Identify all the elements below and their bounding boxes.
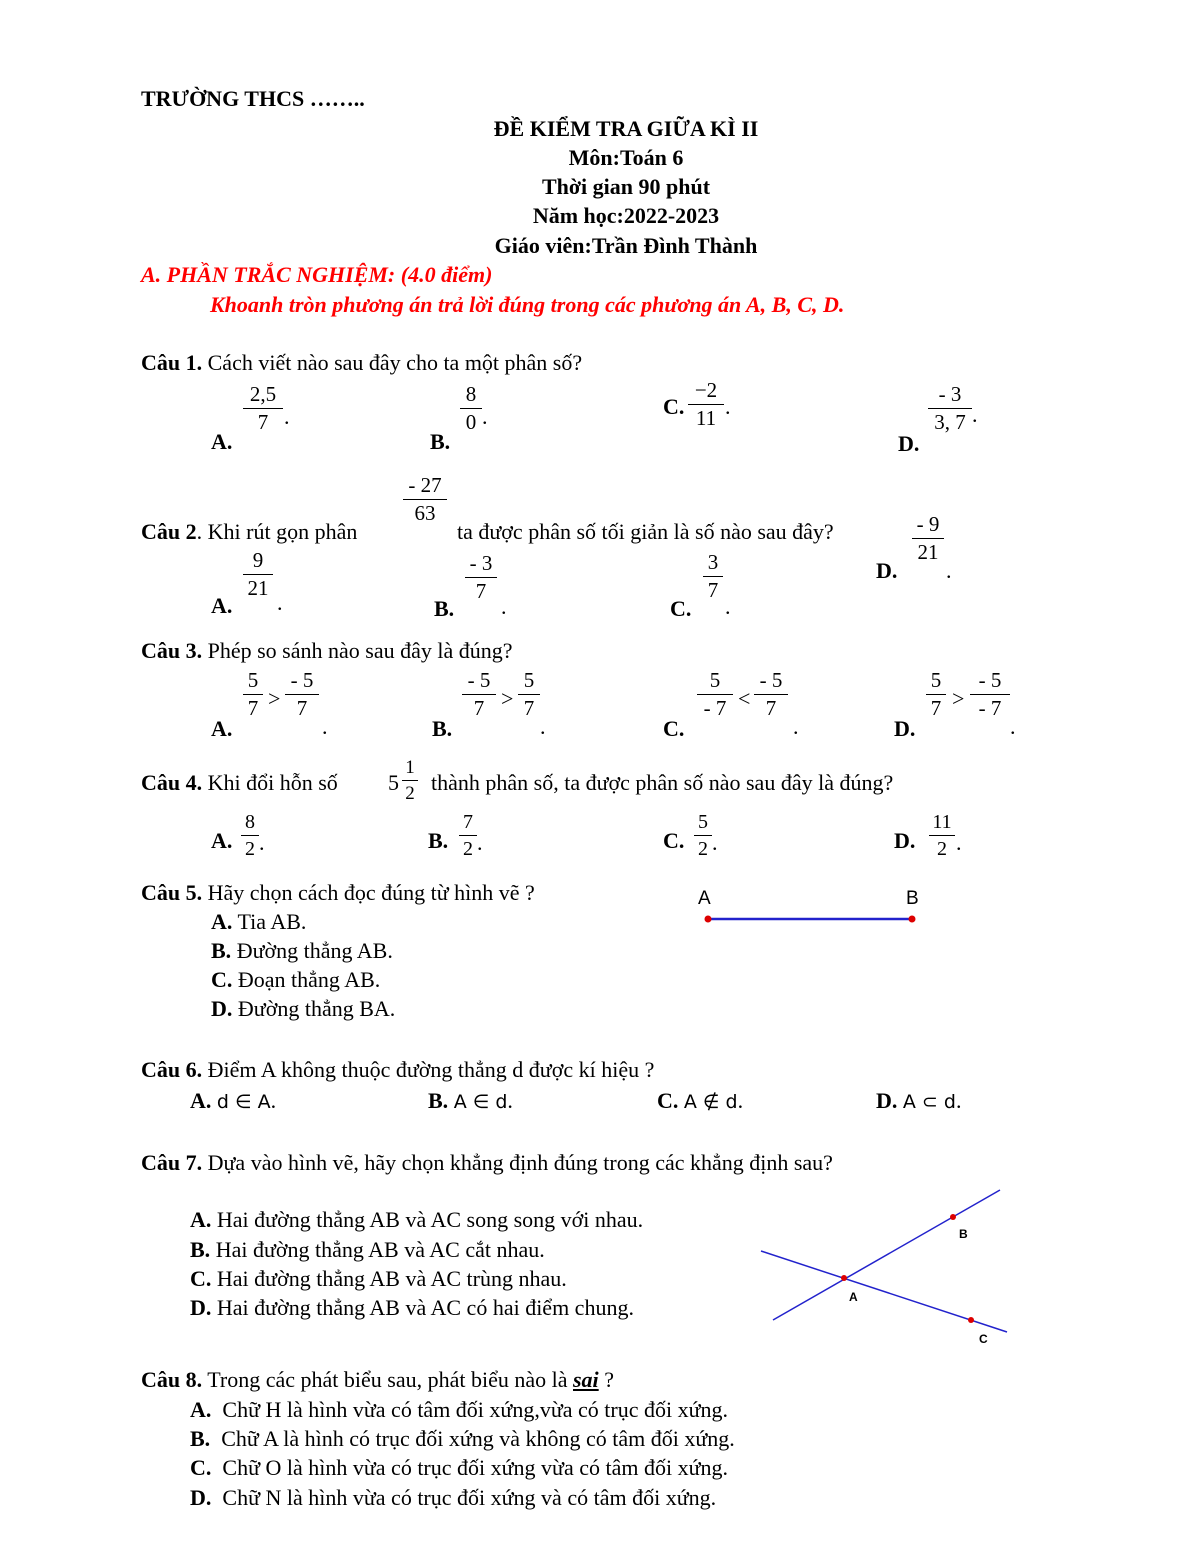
fraction-denominator: 7 bbox=[707, 578, 719, 602]
emphasis-word: sai bbox=[573, 1367, 599, 1392]
option-c[interactable] bbox=[211, 967, 380, 993]
question-6 bbox=[141, 1057, 654, 1083]
fraction-numerator: 5 bbox=[930, 668, 942, 692]
point-b-dot bbox=[950, 1214, 956, 1220]
question-end: ? bbox=[604, 1367, 614, 1392]
punctuation: . bbox=[712, 830, 718, 855]
option-letter: C. bbox=[190, 1455, 212, 1480]
option-letter: B. bbox=[190, 1426, 211, 1451]
punctuation: . bbox=[477, 830, 483, 855]
fraction bbox=[465, 553, 497, 602]
question-label: Câu 2 bbox=[141, 519, 197, 544]
fraction-denominator: 3, 7 bbox=[934, 410, 966, 434]
question-text: ta được phân số tối giản là số nào sau đây? bbox=[457, 519, 834, 544]
fraction-denominator: 2 bbox=[245, 838, 255, 860]
fraction-bar bbox=[462, 694, 496, 695]
option-b[interactable] bbox=[190, 1426, 735, 1452]
punctuation: . bbox=[277, 590, 283, 615]
question-text: Phép so sánh nào sau đây là đúng? bbox=[207, 638, 513, 663]
fraction bbox=[912, 514, 944, 563]
fraction-denominator: 7 bbox=[473, 696, 485, 720]
option-letter: D. bbox=[876, 1088, 898, 1113]
fraction-bar bbox=[703, 576, 723, 577]
fraction-bar bbox=[285, 694, 319, 695]
teacher-name: Giáo viên:Trần Đình Thành bbox=[494, 233, 758, 258]
option-d[interactable] bbox=[876, 1088, 961, 1114]
fraction bbox=[459, 812, 477, 859]
math-expression: A ∉ d bbox=[683, 1091, 738, 1113]
comparison-operator: < bbox=[738, 686, 751, 711]
fraction-bar bbox=[912, 538, 944, 539]
option-a[interactable] bbox=[190, 1088, 276, 1114]
fraction-numerator: 5 bbox=[247, 668, 259, 692]
option-text: Đoạn thẳng AB. bbox=[237, 967, 381, 992]
punctuation: . bbox=[270, 1088, 277, 1113]
fraction bbox=[926, 670, 946, 719]
option-a[interactable] bbox=[190, 1397, 728, 1423]
exam-subject: Môn:Toán 6 bbox=[568, 145, 684, 170]
fraction-denominator: 7 bbox=[296, 696, 308, 720]
question-label: Câu 7. bbox=[141, 1150, 203, 1175]
option-text: Chữ N là hình vừa có trục đối xứng và có tâm đối xứng. bbox=[222, 1485, 717, 1510]
option-letter[interactable]: C. bbox=[663, 828, 685, 853]
option-letter: C. bbox=[657, 1088, 679, 1113]
question-text: Dựa vào hình vẽ, hãy chọn khẳng định đúng trong các khẳng định sau? bbox=[207, 1150, 833, 1175]
option-b[interactable] bbox=[211, 938, 393, 964]
fraction-numerator: 5 bbox=[709, 668, 721, 692]
punctuation: . bbox=[725, 594, 731, 619]
option-letter: C. bbox=[190, 1266, 212, 1291]
option-letter[interactable]: A. bbox=[211, 593, 233, 618]
option-text: Hai đường thẳng AB và AC song song với nhau. bbox=[216, 1207, 644, 1232]
fraction-numerator: - 5 bbox=[290, 668, 314, 692]
punctuation: . bbox=[540, 714, 546, 739]
fraction-bar bbox=[928, 408, 972, 409]
fraction-denominator: 7 bbox=[930, 696, 942, 720]
line-ab bbox=[773, 1190, 1000, 1320]
section-title: A. PHẦN TRẮC NGHIỆM: (4.0 điểm) bbox=[141, 262, 493, 287]
punctuation: . bbox=[259, 830, 265, 855]
option-letter: D. bbox=[190, 1295, 212, 1320]
question-text: Khi đổi hỗn số bbox=[207, 770, 338, 795]
fraction-denominator: 2 bbox=[937, 838, 947, 860]
question-8 bbox=[141, 1367, 614, 1393]
fraction-numerator: −2 bbox=[694, 378, 718, 402]
fraction-bar bbox=[694, 835, 712, 836]
fraction-bar bbox=[402, 780, 418, 781]
option-letter: A. bbox=[190, 1207, 212, 1232]
question-text: Hãy chọn cách đọc đúng từ hình vẽ ? bbox=[207, 880, 535, 905]
fraction-numerator: 1 bbox=[405, 757, 415, 778]
fraction bbox=[402, 758, 418, 803]
question-text: . Khi rút gọn phân bbox=[196, 519, 358, 544]
punctuation: . bbox=[946, 558, 952, 583]
section-instruction: Khoanh tròn phương án trả lời đúng trong các phương án A, B, C, D. bbox=[210, 292, 845, 317]
option-letter[interactable]: B. bbox=[432, 716, 453, 741]
fraction-numerator: 8 bbox=[245, 811, 255, 833]
option-text: Chữ H là hình vừa có tâm đối xứng,vừa có trục đối xứng. bbox=[222, 1397, 729, 1422]
fraction-numerator: 3 bbox=[707, 550, 719, 574]
option-letter[interactable]: B. bbox=[428, 828, 449, 853]
punctuation: . bbox=[507, 1088, 513, 1113]
option-text: Hai đường thẳng AB và AC cắt nhau. bbox=[215, 1237, 545, 1262]
fraction bbox=[970, 670, 1010, 719]
fraction-numerator: - 5 bbox=[467, 668, 491, 692]
fraction bbox=[688, 380, 724, 429]
option-letter: A. bbox=[211, 909, 233, 934]
punctuation: . bbox=[1010, 714, 1016, 739]
option-letter[interactable]: D. bbox=[898, 431, 920, 456]
question-7 bbox=[141, 1150, 833, 1176]
fraction-numerator: - 27 bbox=[408, 473, 442, 497]
option-text: Tia AB. bbox=[237, 909, 307, 934]
math-expression: A ⊂ d bbox=[902, 1091, 956, 1113]
fraction-bar bbox=[518, 694, 540, 695]
punctuation: . bbox=[501, 594, 507, 619]
punctuation: . bbox=[955, 1088, 962, 1113]
option-text: Hai đường thẳng AB và AC có hai điểm chung. bbox=[216, 1295, 634, 1320]
fraction-bar bbox=[243, 408, 283, 409]
option-letter: A. bbox=[190, 1397, 212, 1422]
option-d[interactable] bbox=[211, 996, 395, 1022]
comparison-operator: > bbox=[501, 686, 514, 711]
option-d[interactable] bbox=[190, 1295, 634, 1321]
fraction-numerator: - 9 bbox=[916, 512, 940, 536]
point-c-dot bbox=[968, 1317, 974, 1323]
comparison-operator: > bbox=[952, 686, 965, 711]
school-year: Năm học:2022-2023 bbox=[532, 203, 720, 228]
fraction-denominator: 7 bbox=[523, 696, 535, 720]
punctuation: . bbox=[793, 714, 799, 739]
fraction-denominator: 21 bbox=[247, 576, 269, 600]
question-5 bbox=[141, 880, 535, 906]
punctuation: . bbox=[284, 404, 290, 429]
punctuation: . bbox=[972, 402, 978, 427]
question-label: Câu 8. bbox=[141, 1367, 203, 1392]
fraction-denominator: 7 bbox=[257, 410, 269, 434]
fraction-bar bbox=[754, 694, 788, 695]
option-letter[interactable]: C. bbox=[663, 716, 685, 741]
question-3 bbox=[141, 638, 513, 664]
option-c[interactable] bbox=[190, 1266, 567, 1292]
segment-ab-figure bbox=[690, 880, 930, 935]
exam-title: ĐỀ KIỂM TRA GIỮA KÌ II bbox=[493, 116, 759, 141]
fraction-denominator: 2 bbox=[698, 838, 708, 860]
question-text: Trong các phát biểu sau, phát biểu nào là bbox=[207, 1367, 568, 1392]
fraction bbox=[243, 384, 283, 433]
fraction-bar bbox=[465, 577, 497, 578]
fraction-numerator: 5 bbox=[523, 668, 535, 692]
fraction bbox=[243, 550, 273, 599]
option-letter[interactable]: D. bbox=[894, 716, 916, 741]
fraction bbox=[243, 670, 263, 719]
fraction-bar bbox=[460, 408, 482, 409]
option-text: Chữ O là hình vừa có trục đối xứng vừa có tâm đối xứng. bbox=[222, 1455, 729, 1480]
point-b-dot bbox=[909, 916, 916, 923]
comparison-operator: > bbox=[268, 686, 281, 711]
point-b-label: B bbox=[906, 888, 919, 909]
option-text: Chữ A là hình có trục đối xứng và không có tâm đối xứng. bbox=[221, 1426, 735, 1451]
option-a[interactable] bbox=[190, 1207, 643, 1233]
option-letter[interactable]: C. bbox=[663, 394, 685, 419]
fraction-denominator: 63 bbox=[414, 501, 436, 525]
fraction-bar bbox=[970, 694, 1010, 695]
question-4 bbox=[141, 770, 338, 796]
fraction-bar bbox=[403, 499, 447, 500]
fraction-denominator: 2 bbox=[405, 783, 415, 804]
option-a[interactable] bbox=[211, 909, 306, 935]
mixed-number-whole: 5 bbox=[388, 770, 399, 795]
fraction-denominator: - 7 bbox=[978, 696, 1002, 720]
option-letter: D. bbox=[211, 996, 233, 1021]
option-letter[interactable]: B. bbox=[430, 429, 451, 454]
fraction-bar bbox=[929, 835, 955, 836]
fraction-denominator: 11 bbox=[695, 406, 717, 430]
fraction-bar bbox=[243, 574, 273, 575]
option-letter: D. bbox=[190, 1485, 212, 1510]
fraction-bar bbox=[459, 835, 477, 836]
question-label: Câu 6. bbox=[141, 1057, 203, 1082]
option-text: Đường thẳng AB. bbox=[236, 938, 393, 963]
fraction-numerator: 7 bbox=[463, 811, 473, 833]
fraction bbox=[694, 812, 712, 859]
fraction-numerator: 5 bbox=[698, 811, 708, 833]
option-letter[interactable]: D. bbox=[894, 828, 916, 853]
fraction-denominator: - 7 bbox=[703, 696, 727, 720]
question-text: Điểm A không thuộc đường thẳng d được kí hiệu ? bbox=[207, 1057, 655, 1082]
fraction-numerator: 8 bbox=[465, 382, 477, 406]
math-expression: A ∈ d bbox=[453, 1091, 508, 1113]
fraction-numerator: - 5 bbox=[759, 668, 783, 692]
option-c[interactable] bbox=[190, 1455, 728, 1481]
option-letter[interactable]: A. bbox=[211, 716, 233, 741]
fraction-numerator: - 3 bbox=[938, 382, 962, 406]
fraction bbox=[929, 812, 955, 859]
option-letter: B. bbox=[428, 1088, 449, 1113]
fraction-numerator: - 5 bbox=[978, 668, 1002, 692]
fraction-bar bbox=[688, 404, 724, 405]
fraction-denominator: 2 bbox=[463, 838, 473, 860]
option-letter: B. bbox=[190, 1237, 211, 1262]
fraction-bar bbox=[241, 835, 259, 836]
question-label: Câu 5. bbox=[141, 880, 203, 905]
fraction bbox=[403, 475, 447, 524]
fraction-denominator: 0 bbox=[465, 410, 477, 434]
option-letter[interactable]: B. bbox=[434, 596, 455, 621]
fraction-bar bbox=[697, 694, 733, 695]
fraction-denominator: 7 bbox=[765, 696, 777, 720]
fraction bbox=[518, 670, 540, 719]
option-text: Hai đường thẳng AB và AC trùng nhau. bbox=[216, 1266, 567, 1291]
punctuation: . bbox=[482, 404, 488, 429]
option-letter[interactable]: C. bbox=[670, 596, 692, 621]
fraction-numerator: 2,5 bbox=[249, 382, 277, 406]
fraction-denominator: 7 bbox=[247, 696, 259, 720]
fraction-numerator: - 3 bbox=[469, 551, 493, 575]
question-label: Câu 4. bbox=[141, 770, 203, 795]
option-letter: C. bbox=[211, 967, 233, 992]
point-a-label: A bbox=[698, 888, 711, 909]
punctuation: . bbox=[737, 1088, 744, 1113]
option-letter[interactable]: A. bbox=[211, 429, 233, 454]
question-1 bbox=[141, 350, 582, 376]
fraction-bar bbox=[243, 694, 263, 695]
option-letter: B. bbox=[211, 938, 232, 963]
fraction bbox=[754, 670, 788, 719]
fraction bbox=[285, 670, 319, 719]
question-text: thành phân số, ta được phân số nào sau đây là đúng? bbox=[431, 770, 894, 795]
fraction-bar bbox=[926, 694, 946, 695]
question-text: Cách viết nào sau đây cho ta một phân số? bbox=[207, 350, 583, 375]
punctuation: . bbox=[725, 394, 731, 419]
point-b-label: B bbox=[959, 1227, 968, 1241]
point-c-label: C bbox=[979, 1332, 988, 1346]
question-label: Câu 1. bbox=[141, 350, 203, 375]
point-a-dot bbox=[841, 1275, 847, 1281]
option-text: Đường thẳng BA. bbox=[237, 996, 396, 1021]
option-letter[interactable]: D. bbox=[876, 558, 898, 583]
point-a-label: A bbox=[849, 1290, 858, 1304]
punctuation: . bbox=[956, 830, 962, 855]
question-2 bbox=[141, 519, 357, 545]
fraction bbox=[462, 670, 496, 719]
fraction bbox=[697, 670, 733, 719]
fraction bbox=[241, 812, 259, 859]
option-letter[interactable]: A. bbox=[211, 828, 233, 853]
option-c[interactable] bbox=[657, 1088, 743, 1114]
fraction bbox=[460, 384, 482, 433]
fraction-numerator: 9 bbox=[252, 548, 264, 572]
fraction bbox=[703, 552, 723, 601]
fraction bbox=[928, 384, 972, 433]
fraction-denominator: 21 bbox=[917, 540, 939, 564]
fraction-denominator: 7 bbox=[475, 579, 487, 603]
intersecting-lines-figure bbox=[755, 1185, 1015, 1350]
option-d[interactable] bbox=[190, 1485, 716, 1511]
point-a-dot bbox=[705, 916, 712, 923]
option-b[interactable] bbox=[428, 1088, 513, 1114]
punctuation: . bbox=[322, 714, 328, 739]
option-b[interactable] bbox=[190, 1237, 545, 1263]
fraction-numerator: 11 bbox=[932, 811, 952, 833]
option-letter: A. bbox=[190, 1088, 212, 1113]
school-name: TRƯỜNG THCS …….. bbox=[141, 86, 365, 111]
math-expression: d ∈ A bbox=[216, 1091, 271, 1113]
question-label: Câu 3. bbox=[141, 638, 203, 663]
exam-duration: Thời gian 90 phút bbox=[541, 174, 711, 199]
